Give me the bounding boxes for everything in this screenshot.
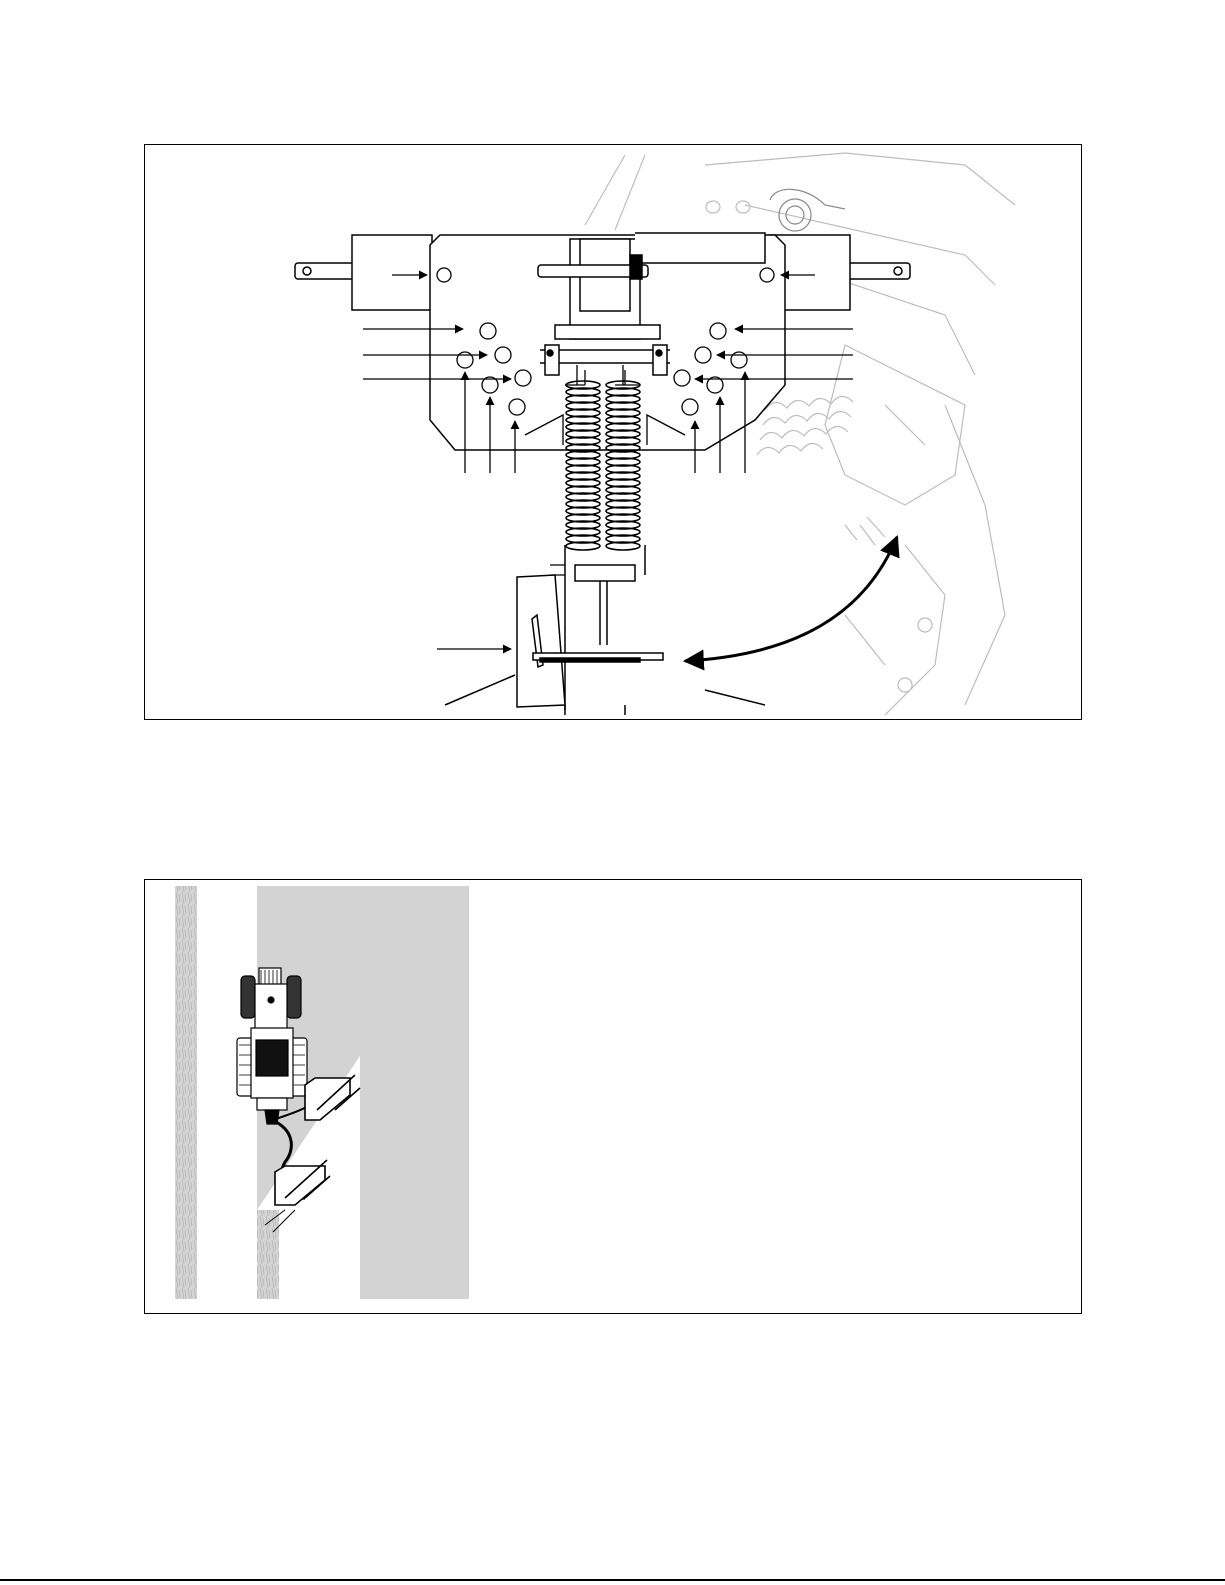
figure-hitch-plate (144, 144, 1082, 720)
figure-tractor-field (144, 879, 1082, 1314)
ghost-springs (757, 396, 853, 455)
tractor-field-drawing (145, 880, 1083, 1315)
hitch-plate-drawing (145, 145, 1083, 721)
page-bottom-rule (0, 1579, 1225, 1581)
left-windrow (175, 886, 197, 1299)
right-link-arm (770, 235, 910, 310)
lower-mast (445, 545, 765, 715)
swing-direction-arrow (685, 537, 897, 661)
left-link-arm (295, 235, 432, 310)
